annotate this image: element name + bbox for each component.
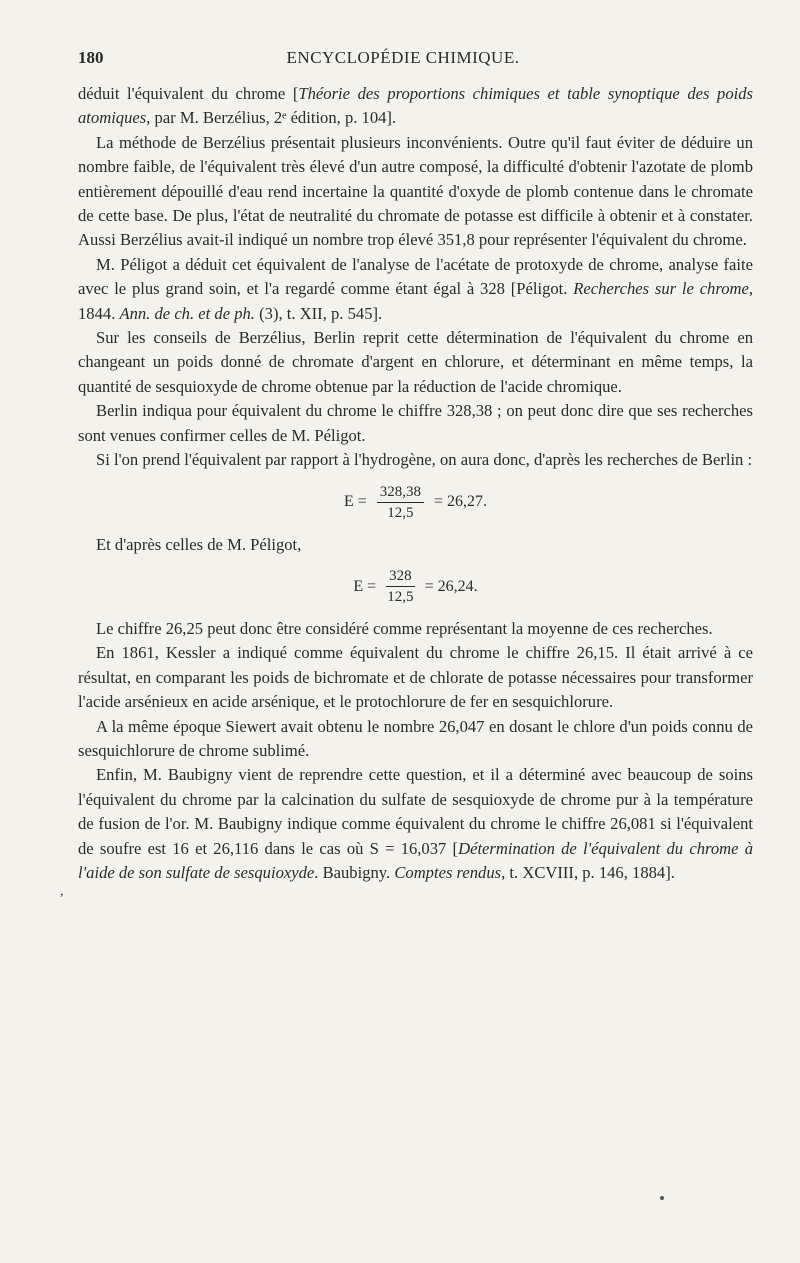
- page-number: 180: [78, 48, 104, 67]
- paragraph: A la même époque Siewert avait obtenu le nombre 26,047 en dosant le chlore d'un poids connu de sesquichlorure de chrome sublimé.: [78, 716, 753, 760]
- margin-mark: ,: [60, 884, 64, 899]
- paragraph: Berlin indiqua pour équivalent du chrome le chiffre 328,38 ; on peut donc dire que ses recherches sont venues confirmer celles de M. Péligot.: [78, 401, 753, 445]
- equation-peligot: E = $\frac{328}{12,5}$ = 26,24.: [353, 568, 478, 606]
- ink-dot: [660, 1196, 664, 1200]
- fraction: $\frac{328}{12,5}$: [387, 568, 414, 606]
- paragraph: En 1861, Kessler a indiqué comme équivalent du chrome le chiffre 26,15. Il était arrivé à ce résultat, en comparant les poids de bichromate et de chlorate de potasse nécessaires pour transformer l'acide arsénieux en acide arsénique, et le protochlorure de fer en sesquichlorure.: [78, 643, 753, 712]
- fraction: $\frac{328,38}{12,5}$: [377, 482, 424, 523]
- paragraph: Sur les conseils de Berzélius, Berlin reprit cette détermination de l'équivalent du chrome en changeant un poids donné de chromate d'argent en chlorure, et déterminant en même temps, la quantité de sesquioxyde de chrome obtenue par la réduction de l'acide chromique.: [78, 328, 753, 396]
- page-header: [78, 48, 728, 74]
- paragraph: Si l'on prend l'équivalent par rapport à l'hydrogène, on aura donc, d'après les recherches de Berlin :: [96, 450, 753, 470]
- equation-berlin: E = $\frac{328,38}{12,5}$ = 26,27.: [343, 484, 488, 521]
- running-title: ENCYCLOPÉDIE CHIMIQUE.: [286, 48, 520, 67]
- paragraph: Et d'après celles de M. Péligot,: [96, 534, 302, 554]
- paragraph: déduit l'équivalent du chrome [Théorie des proportions chimiques et table synoptique des poids atomiques, par M. Berzélius, 2ᵉ édition, p. 104].: [78, 84, 753, 128]
- paragraph: La méthode de Berzélius présentait plusieurs inconvénients. Outre qu'il faut éviter de déduire un nombre faible, de l'équivalent très élevé d'un autre composé, la difficulté d'obtenir l'azotate de plomb entièrement dépouillé d'eau rend incertaine la quantité d'oxyde de plomb contenue dans le chromate de cette base. De plus, l'état de neutralité du chromate de potasse est difficile à obtenir et à constater. Aussi Berzélius avait-il indiqué un nombre trop élevé 351,8 pour représenter l'équivalent du chrome.: [78, 132, 753, 250]
- paragraph: M. Péligot a déduit cet équivalent de l'analyse de l'acétate de protoxyde de chrome, analyse faite avec le plus grand soin, et l'a regardé comme étant égal à 328 [Péligot. Recherches sur le chrome, 1844. Ann. de ch. et de ph. (3), t. XII, p. 545].: [78, 254, 753, 323]
- paragraph: Le chiffre 26,25 peut donc être considéré comme représentant la moyenne de ces recherches.: [96, 618, 713, 638]
- paragraph: Enfin, M. Baubigny vient de reprendre cette question, et il a déterminé avec beaucoup de soins l'équivalent du chrome par la calcination du sulfate de sesquioxyde de chrome pur à la température de fusion de l'or. M. Baubigny indique comme équivalent du chrome le chiffre 26,081 si l'équivalent de soufre est 16 et 26,116 dans le cas où S = 16,037 [Détermination de l'équivalent du chrome à l'aide de son sulfate de sesquioxyde. Baubigny. Comptes rendus, t. XCVIII, p. 146, 1884].: [78, 765, 754, 882]
- body-text: [78, 82, 753, 885]
